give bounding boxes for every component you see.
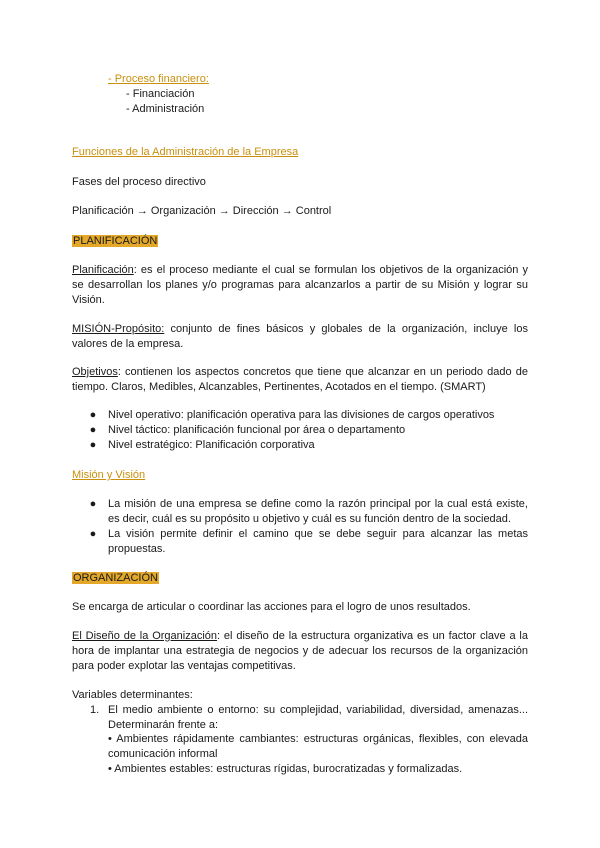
phases-flow: Planificación → Organización → Dirección → Control <box>72 205 332 217</box>
mision-vision-list <box>72 497 528 557</box>
list-item: ● La misión de una empresa se define como la razón principal por la cual está existe, es decir, cuál es su propósito u objetivo y cuál es su función dentro de la sociedad. <box>89 498 528 525</box>
planificacion-section <box>72 234 528 249</box>
variable-subitems <box>108 732 528 777</box>
proceso-financiero-item: - Administración <box>126 103 205 115</box>
mision-vision-heading: Misión y Visión <box>72 469 146 481</box>
planificacion-text: : es el proceso mediante el cual se formulan los objetivos de la organización y se desarrollan los planes y/o programas para alcanzarlos a partir de su Misión y lograr su Visión. <box>72 264 528 306</box>
levels-list <box>72 408 528 453</box>
funciones-heading: Funciones de la Administración de la Empresa <box>72 146 299 158</box>
variables-label: Variables determinantes: <box>72 689 193 701</box>
organizacion-section <box>72 571 528 586</box>
list-item: ● Nivel táctico: planificación funcional por área o departamento <box>89 424 406 436</box>
diseno-definition <box>72 629 528 674</box>
objetivos-definition <box>72 365 528 395</box>
organizacion-heading: ORGANIZACIÓN <box>73 572 158 584</box>
variable-text: El medio ambiente o entorno: su complejidad, variabilidad, diversidad, amenazas... Determinarán frente a: <box>108 704 528 731</box>
list-item: ● Nivel operativo: planificación operativa para las divisiones de cargos operativos <box>89 409 495 421</box>
bullet-icon: ● <box>89 528 97 540</box>
variables-list <box>72 703 528 733</box>
diseno-text: : el diseño de la estructura organizativa es un factor clave a la hora de implantar una estrategia de negocios y de adecuar los recursos de la organización para poder explotar las ventajas competitivas. <box>72 630 528 672</box>
proceso-financiero-item: - Financiación <box>126 88 195 100</box>
list-item: ● Nivel estratégico: Planificación corporativa <box>89 439 315 451</box>
diseno-term: El Diseño de la Organización <box>72 630 218 642</box>
bullet-icon: ● <box>89 424 97 436</box>
proceso-financiero-list <box>108 72 408 117</box>
planificacion-term: Planificación <box>72 264 134 276</box>
objetivos-term: Objetivos <box>72 366 118 378</box>
list-number: 1. <box>90 704 100 716</box>
bullet-icon: ● <box>89 498 97 510</box>
objetivos-text: : contienen los aspectos concretos que tiene que alcanzar en un periodo dado de tiempo. Claros, Medibles, Alcanzables, Pertinentes, Acotados en el tiempo. (SMART) <box>72 366 528 393</box>
list-item <box>72 703 528 733</box>
bullet-icon: ● <box>89 439 97 451</box>
phases-label: Fases del proceso directivo <box>72 176 206 188</box>
subitem: • Ambientes estables: estructuras rígidas, burocratizadas y formalizadas. <box>108 763 463 775</box>
organizacion-intro: Se encarga de articular o coordinar las acciones para el logro de unos resultados. <box>72 601 471 613</box>
list-item: ● La visión permite definir el camino que se debe seguir para alcanzar las metas propuestas. <box>89 528 528 555</box>
mision-term: MISIÓN-Propósito: <box>72 323 165 335</box>
mision-definition <box>72 322 528 352</box>
mision-text: conjunto de fines básicos y globales de la organización, incluye los valores de la empresa. <box>72 323 528 350</box>
bullet-icon: ● <box>89 409 97 421</box>
planificacion-definition <box>72 263 528 308</box>
proceso-financiero-title: - Proceso financiero: <box>108 73 209 85</box>
planificacion-heading: PLANIFICACIÓN <box>73 235 158 247</box>
subitem: • Ambientes rápidamente cambiantes: estructuras orgánicas, flexibles, con elevada comunicación informal <box>108 733 528 760</box>
